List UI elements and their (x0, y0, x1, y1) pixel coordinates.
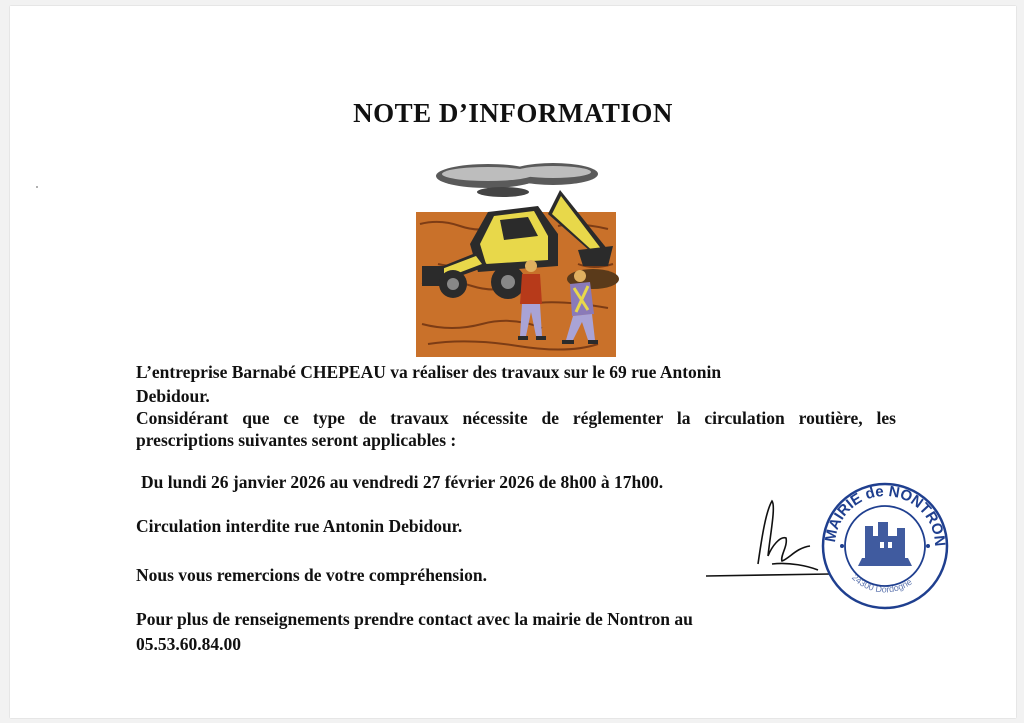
intro-line-1: L’entreprise Barnabé CHEPEAU va réaliser des travaux sur le 69 rue Antonin (136, 362, 722, 382)
smoke-cloud-icon (436, 163, 598, 197)
restriction-line: Circulation interdite rue Antonin Debidour. (136, 516, 463, 536)
thanks-line: Nous vous remercions de votre compréhension. (136, 565, 487, 585)
construction-excavator-illustration (408, 154, 623, 360)
intro-line-2: Debidour. (136, 386, 210, 406)
considering-line-2: prescriptions suivantes seront applicables : (136, 430, 457, 450)
scan-speck (36, 186, 38, 188)
considering-line-1: Considérant que ce type de travaux nécessite de réglementer la circulation routière, les (136, 408, 896, 428)
seal-text: MAIRIE de NONTRON (821, 482, 949, 548)
contact-line-2: 05.53.60.84.00 (136, 634, 241, 654)
dates-line: Du lundi 26 janvier 2026 au vendredi 27 février 2026 de 8h00 à 17h00. (141, 472, 664, 492)
signature-icon (706, 501, 830, 576)
document-page (10, 6, 1016, 718)
svg-text:24300 Dordogne (850, 572, 914, 594)
mairie-seal-icon (822, 483, 948, 608)
seal-subtext: 24300 Dordogne (850, 572, 914, 595)
signature-and-stamp (700, 466, 970, 636)
page-title: NOTE D’INFORMATION (353, 98, 673, 128)
contact-line-1: Pour plus de renseignements prendre contact avec la mairie de Nontron au (136, 609, 693, 629)
